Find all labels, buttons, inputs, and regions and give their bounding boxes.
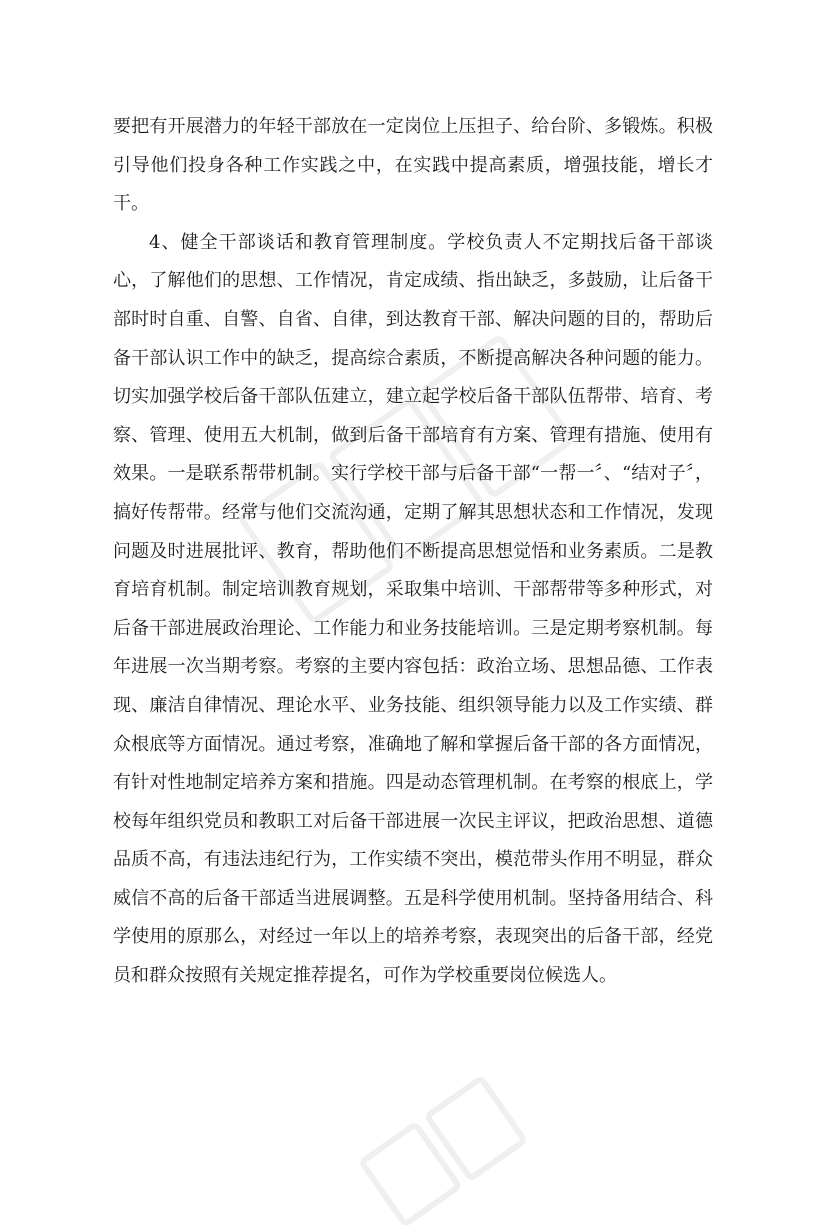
watermark-stamp-partial [352,1061,529,1218]
body-text [113,108,713,996]
paragraph-continued: 要把有开展潜力的年轻干部放在一定岗位上压担子、给台阶、多锻炼。积极引导他们投身各种工作实践之中，在实践中提高素质，增强技能，增长才干。 [113,116,713,215]
paragraph-section-4: 4、健全干部谈话和教育管理制度。学校负责人不定期找后备干部谈心，了解他们的思想、工作情况，肯定成绩、指出缺乏，多鼓励，让后备干部时时自重、自警、自省、自律，到达教育干部、解决问题的目的，帮助后备干部认识工作中的缺乏，提高综合素质，不断提高解决各种问题的能力。切实加强学校后备干部队伍建立，建立起学校后备干部队伍帮带、培育、考察、管理、使用五大机制，做到后备干部培育有方案、管理有措施、使用有效果。一是联系帮带机制。实行学校干部与后备干部“一帮一〞、“结对子〞，搞好传帮带。经常与他们交流沟通，定期了解其思想状态和工作情况，发现问题及时进展批评、教育，帮助他们不断提高思想觉悟和业务素质。二是教育培育机制。制定培训教育规划，采取集中培训、干部帮带等多种形式，对后备干部进展政治理论、工作能力和业务技能培训。三是定期考察机制。每年进展一次当期考察。考察的主要内容包括：政治立场、思想品德、工作表现、廉洁自律情况、理论水平、业务技能、组织领导能力以及工作实绩、群众根底等方面情况。通过考察，准确地了解和掌握后备干部的各方面情况，有针对性地制定培养方案和措施。四是动态管理机制。在考察的根底上，学校每年组织党员和教职工对后备干部进展一次民主评议，把政治思想、道德品质不高，有违法违纪行为，工作实绩不突出，模范带头作用不明显，群众威信不高的后备干部适当进展调整。五是科学使用机制。坚持备用结合、科学使用的原那么，对经过一年以上的培养考察，表现突出的后备干部，经党员和群众按照有关规定推荐提名，可作为学校重要岗位候选人。 [113,231,713,987]
